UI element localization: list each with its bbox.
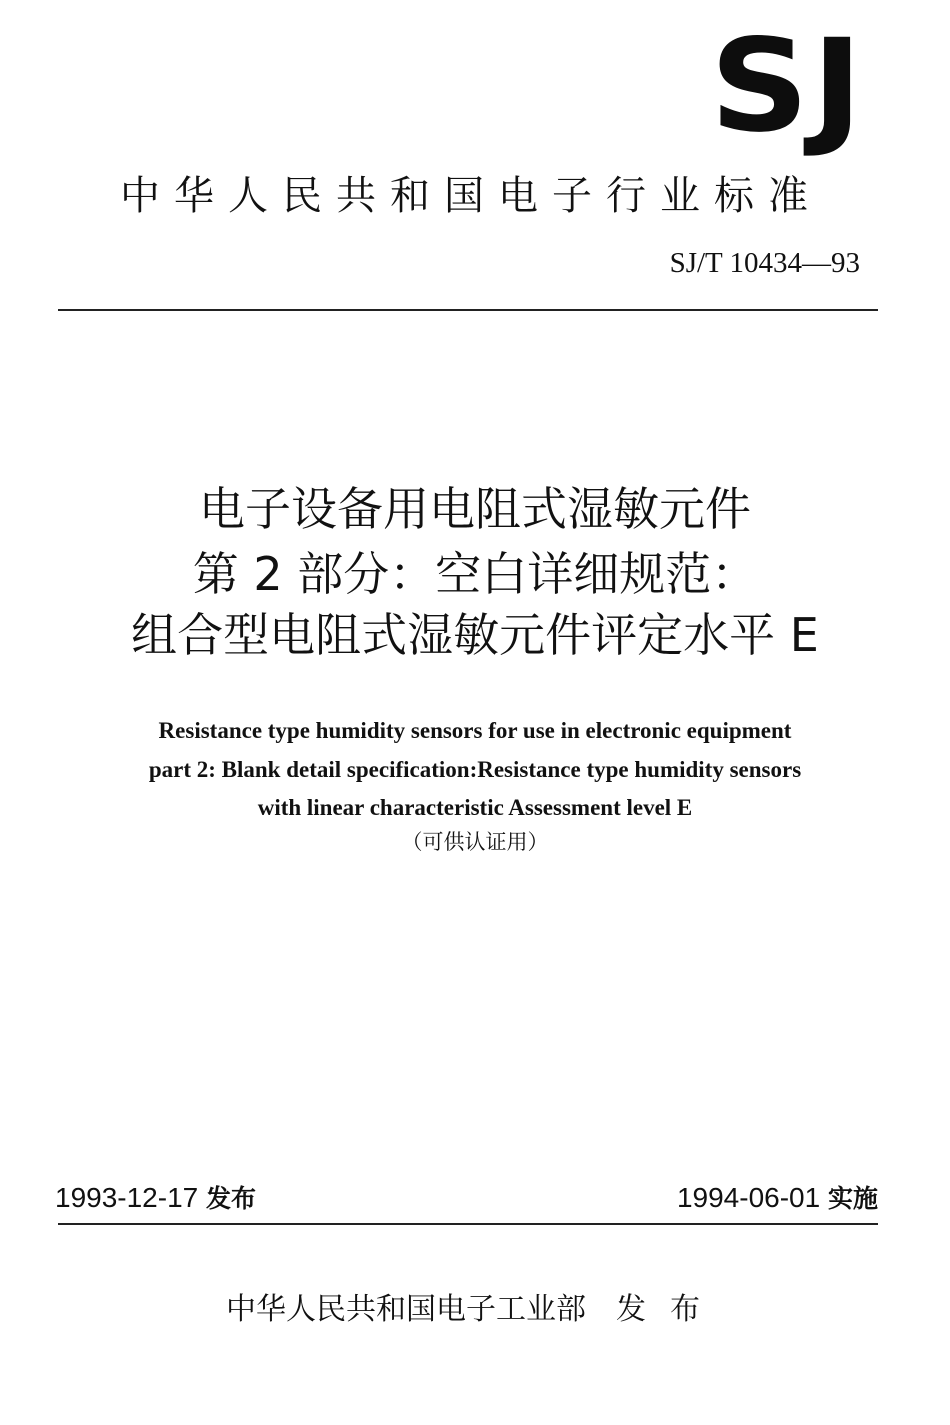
certification-note: （可供认证用）	[401, 830, 549, 854]
issue-date: 1993-12-17	[55, 1182, 199, 1213]
header-divider	[58, 309, 878, 311]
title-en-line1: Resistance type humidity sensors for use in electronic equipment	[158, 718, 792, 743]
implement-label: 实施	[827, 1184, 878, 1213]
title-cn-line1: 电子设备用电阻式湿敏元件	[199, 482, 751, 536]
issuer-line	[30, 1288, 920, 1332]
issuer-name: 中华人民共和国电子工业部	[226, 1292, 586, 1327]
title-en-line3: with linear characteristic Assessment level E	[257, 795, 693, 820]
title-en-line2: part 2: Blank detail specification:Resistance type humidity sensors	[148, 757, 802, 782]
sj-logo: SJ	[709, 12, 865, 161]
issue-label: 发布	[206, 1184, 257, 1213]
standard-code: SJ/T 10434—93	[669, 247, 860, 279]
implement-date-block	[677, 1178, 878, 1219]
issue-date-block	[55, 1178, 256, 1219]
title-cn-line2: 第 2 部分：空白详细规范：	[192, 547, 758, 601]
standard-category: 中华人民共和国电子行业标准	[120, 173, 822, 219]
issuer-action: 发布	[616, 1292, 724, 1327]
footer-divider	[58, 1223, 878, 1225]
title-cn-line3: 组合型电阻式湿敏元件评定水平 E	[131, 608, 819, 662]
implement-date: 1994-06-01	[676, 1182, 821, 1213]
